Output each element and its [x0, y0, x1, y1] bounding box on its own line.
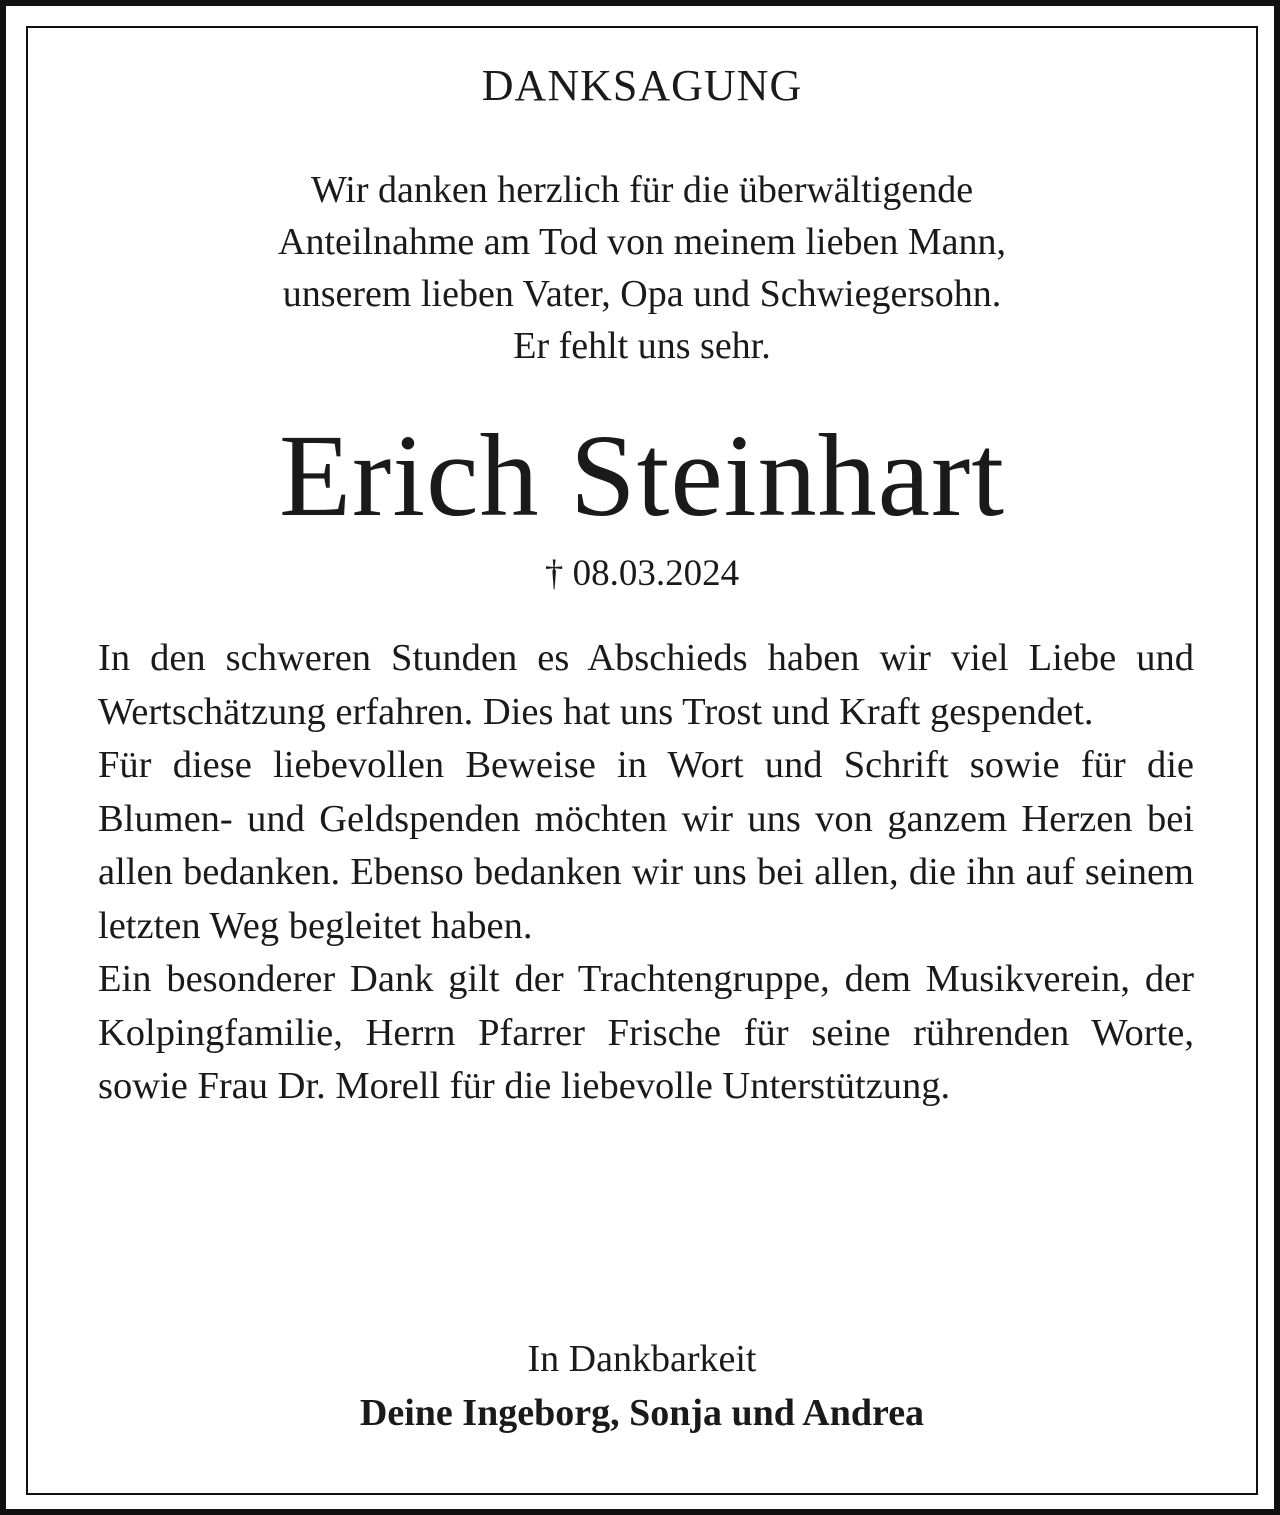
intro-text	[108, 164, 1176, 372]
notice-heading: DANKSAGUNG	[481, 61, 803, 110]
intro-line: Wir danken herzlich für die überwältigende	[310, 169, 974, 211]
body-paragraph: Ein besonderer Dank gilt der Trachtengruppe, dem Musikverein, der Kolpingfamilie, Herrn Pfarrer Frische für seine rührenden Worte, sowie Frau Dr. Morell für die liebevolle Unterstützung.	[98, 958, 1194, 1107]
intro-line: Er fehlt uns sehr.	[513, 325, 771, 367]
intro-line: Anteilnahme am Tod von meinem lieben Mann,	[278, 221, 1006, 263]
body-paragraph: In den schweren Stunden es Abschieds haben wir viel Liebe und Wertschätzung erfahren. Dies hat uns Trost und Kraft gespendet.	[98, 637, 1194, 733]
death-date: † 08.03.2024	[544, 553, 740, 594]
deceased-name: Erich Steinhart	[278, 410, 1006, 541]
body-paragraph: Für diese liebevollen Beweise in Wort und Schrift sowie für die Blumen- und Geldspenden möchten wir uns von ganzem Herzen bei allen bedanken. Ebenso bedanken wir uns bei allen, die ihn auf seinem letzten Weg begleitet haben.	[98, 744, 1194, 947]
signature: Deine Ingeborg, Sonja und Andrea	[359, 1392, 925, 1434]
body-text	[98, 632, 1194, 1114]
intro-line: unserem lieben Vater, Opa und Schwiegersohn.	[282, 273, 1002, 315]
closing-line: In Dankbarkeit	[527, 1338, 757, 1380]
notice-frame	[26, 26, 1258, 1495]
